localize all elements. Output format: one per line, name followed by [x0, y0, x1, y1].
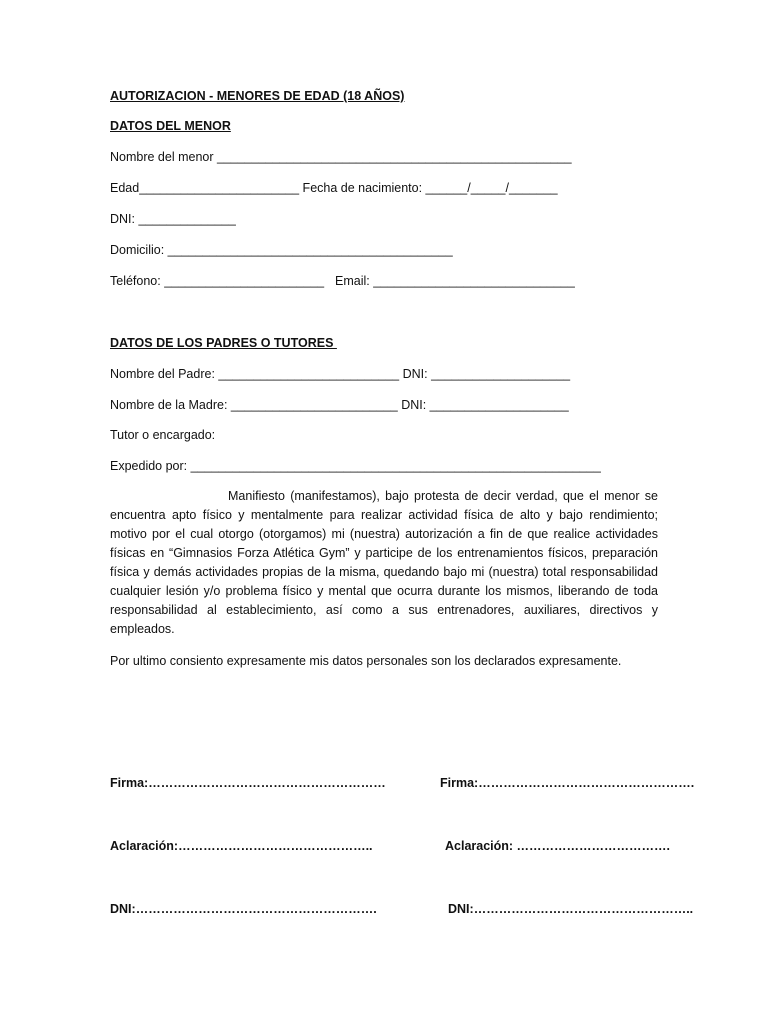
right-dni-line: DNI:……………………………………………..: [448, 902, 694, 916]
consent-paragraph: Por ultimo consiento expresamente mis datos personales son los declarados expresamente.: [110, 654, 622, 668]
minor-phone-field: Teléfono: _______________________: [110, 274, 325, 288]
minor-age-birth-field: Edad_______________________ Fecha de nacimiento: ______/_____/_______: [110, 181, 558, 195]
right-signature-line: Firma:…………………………………………….: [440, 776, 695, 790]
father-field: Nombre del Padre: __________________________ DNI: ____________________: [110, 367, 571, 381]
declaration-text: Manifiesto (manifestamos), bajo protesta de decir verdad, que el menor se encuentra apto físico y mentalmente para realizar actividad física de alto y bajo rendimiento; motivo por el cual otorgo (otorgamos) mi (nuestra) autorización a fin de que realice actividades físicas en “Gimnasios Forza Atlética Gym” y participe de los entrenamientos físicos, preparación física y demás actividades propias de la misma, quedando bajo mi (nuestra) total responsabilidad cualquier lesión y/o problema físico y mental que ocurra durante los mismos, liberando de toda responsabilidad al establecimiento, así como a sus entrenadores, auxiliares, directivos y empleados.: [110, 489, 658, 636]
minor-email-field: Email: _____________________________: [335, 274, 575, 288]
mother-field: Nombre de la Madre: ________________________ DNI: ____________________: [110, 398, 569, 412]
issued-by-field: Expedido por: ___________________________________________________________: [110, 459, 601, 473]
minor-name-field: Nombre del menor ___________________________________________________: [110, 150, 572, 164]
document-title: AUTORIZACION - MENORES DE EDAD (18 AÑOS): [110, 89, 405, 103]
minor-dni-field: DNI: ______________: [110, 212, 236, 226]
right-clarification-line: Aclaración: ……………………………….: [445, 839, 671, 853]
left-dni-line: DNI:………………………………………………….: [110, 902, 377, 916]
minor-section-heading: DATOS DEL MENOR: [110, 119, 231, 133]
declaration-paragraph: [110, 487, 658, 639]
left-signature-line: Firma:…………………………………………………: [110, 776, 386, 790]
tutor-field: Tutor o encargado:: [110, 428, 216, 442]
minor-address-field: Domicilio: _________________________________________: [110, 243, 453, 257]
parents-section-heading: DATOS DE LOS PADRES O TUTORES: [110, 336, 337, 350]
left-clarification-line: Aclaración:………………………………………..: [110, 839, 373, 853]
